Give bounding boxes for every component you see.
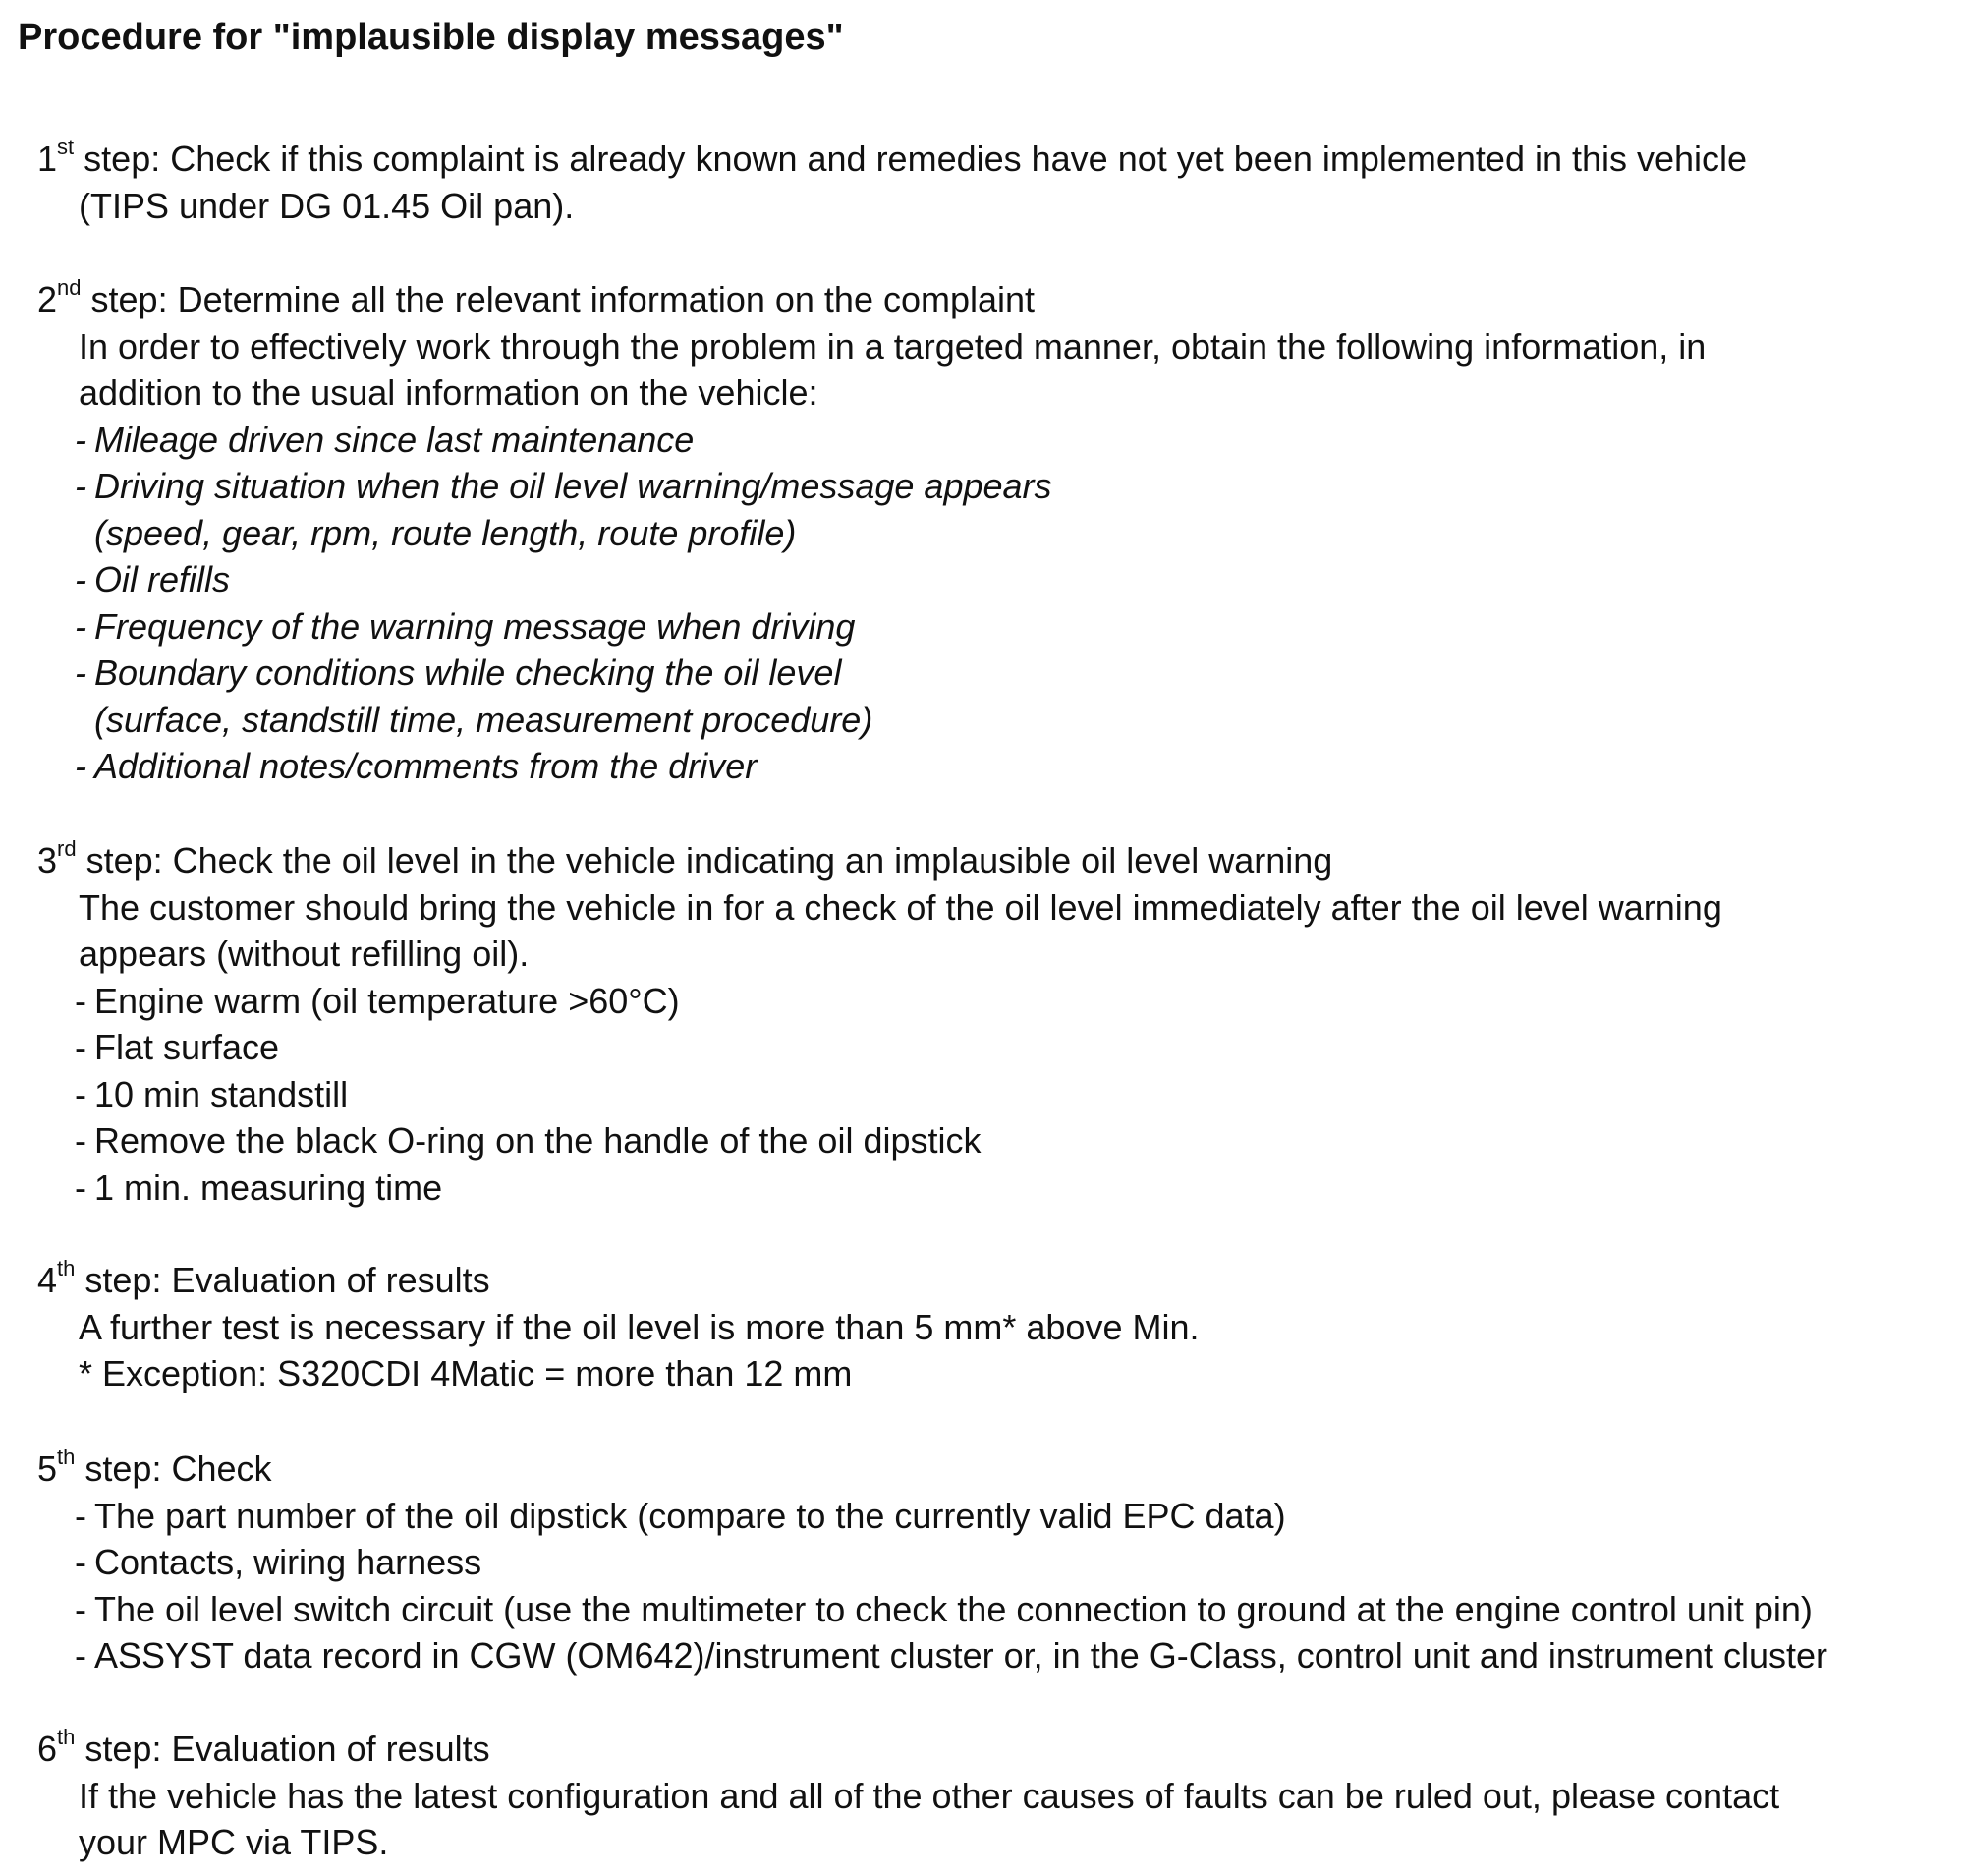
step-heading: [37, 1446, 1953, 1493]
step-body-line: If the vehicle has the latest configuration and all of the other causes of faults can be ruled out, please contact: [79, 1775, 1780, 1816]
list-item: - Oil refills: [75, 559, 231, 599]
step-body-line: addition to the usual information on the vehicle:: [79, 372, 818, 413]
step-ordinal: nd: [57, 275, 82, 300]
list-item: - Driving situation when the oil level warning/message appears: [75, 466, 1052, 506]
step-heading-text: step: Check: [84, 1449, 272, 1489]
step-heading: [37, 276, 1953, 323]
step-5: [37, 1446, 1953, 1679]
step-ordinal: st: [57, 135, 75, 159]
step-number: 3: [37, 840, 58, 881]
list-item: - Flat surface: [75, 1027, 280, 1067]
step-heading-text: step: Determine all the relevant information on the complaint: [90, 279, 1036, 319]
step-heading: [37, 136, 1953, 183]
step-ordinal: th: [57, 1256, 76, 1280]
step-body-line: * Exception: S320CDI 4Matic = more than 12 mm: [79, 1353, 853, 1393]
step-heading: [37, 1257, 1953, 1304]
step-heading: [37, 1726, 1953, 1773]
step-body-line: A further test is necessary if the oil level is more than 5 mm* above Min.: [79, 1306, 1200, 1347]
step-4: [37, 1257, 1953, 1397]
step-body-line: The customer should bring the vehicle in for a check of the oil level immediately after the oil level warning: [79, 886, 1722, 928]
step-2: [37, 276, 1953, 790]
list-item: - Frequency of the warning message when driving: [75, 605, 856, 647]
step-ordinal: th: [57, 1725, 76, 1749]
list-item: - Remove the black O-ring on the handle of the oil dipstick: [75, 1120, 982, 1161]
step-body-line: (TIPS under DG 01.45 Oil pan).: [79, 185, 575, 226]
step-number: 1: [37, 139, 58, 179]
list-item: - 1 min. measuring time: [75, 1166, 443, 1208]
step-6: [37, 1726, 1953, 1866]
step-3: [37, 837, 1953, 1211]
list-item: - The part number of the oil dipstick (compare to the currently valid EPC data): [75, 1495, 1286, 1536]
page-title: Procedure for "implausible display messages": [18, 17, 844, 58]
step-number: 6: [37, 1729, 58, 1769]
list-item: - Contacts, wiring harness: [75, 1542, 482, 1582]
step-1: [37, 136, 1953, 229]
step-heading-text: step: Check if this complaint is already known and remedies have not yet been implemented in this vehicle: [84, 139, 1748, 179]
step-heading: [37, 837, 1953, 884]
step-heading-text: step: Evaluation of results: [84, 1260, 490, 1300]
step-ordinal: th: [57, 1445, 76, 1469]
list-item: - Additional notes/comments from the driver: [75, 746, 758, 786]
step-number: 2: [37, 279, 58, 319]
list-item: - Engine warm (oil temperature >60°C): [75, 980, 680, 1021]
list-item: - Mileage driven since last maintenance: [75, 419, 695, 460]
list-item: - Boundary conditions while checking the oil level: [75, 653, 842, 693]
step-heading-text: step: Evaluation of results: [84, 1729, 490, 1769]
step-number: 4: [37, 1260, 58, 1300]
step-body-line: appears (without refilling oil).: [79, 934, 530, 974]
step-number: 5: [37, 1449, 58, 1489]
step-body-line: In order to effectively work through the problem in a targeted manner, obtain the following information, in: [79, 325, 1707, 367]
list-item-continuation: (surface, standstill time, measurement procedure): [94, 699, 873, 740]
step-heading-text: step: Check the oil level in the vehicle indicating an implausible oil level warning: [85, 840, 1333, 881]
list-item: - 10 min standstill: [75, 1073, 349, 1114]
list-item-continuation: (speed, gear, rpm, route length, route profile): [94, 512, 797, 553]
step-ordinal: rd: [57, 836, 77, 861]
list-item: - The oil level switch circuit (use the multimeter to check the connection to ground at the engine control unit pin): [75, 1588, 1813, 1629]
step-body-line: your MPC via TIPS.: [79, 1822, 389, 1862]
list-item: - ASSYST data record in CGW (OM642)/instrument cluster or, in the G-Class, control unit and instrument cluster: [75, 1635, 1828, 1676]
